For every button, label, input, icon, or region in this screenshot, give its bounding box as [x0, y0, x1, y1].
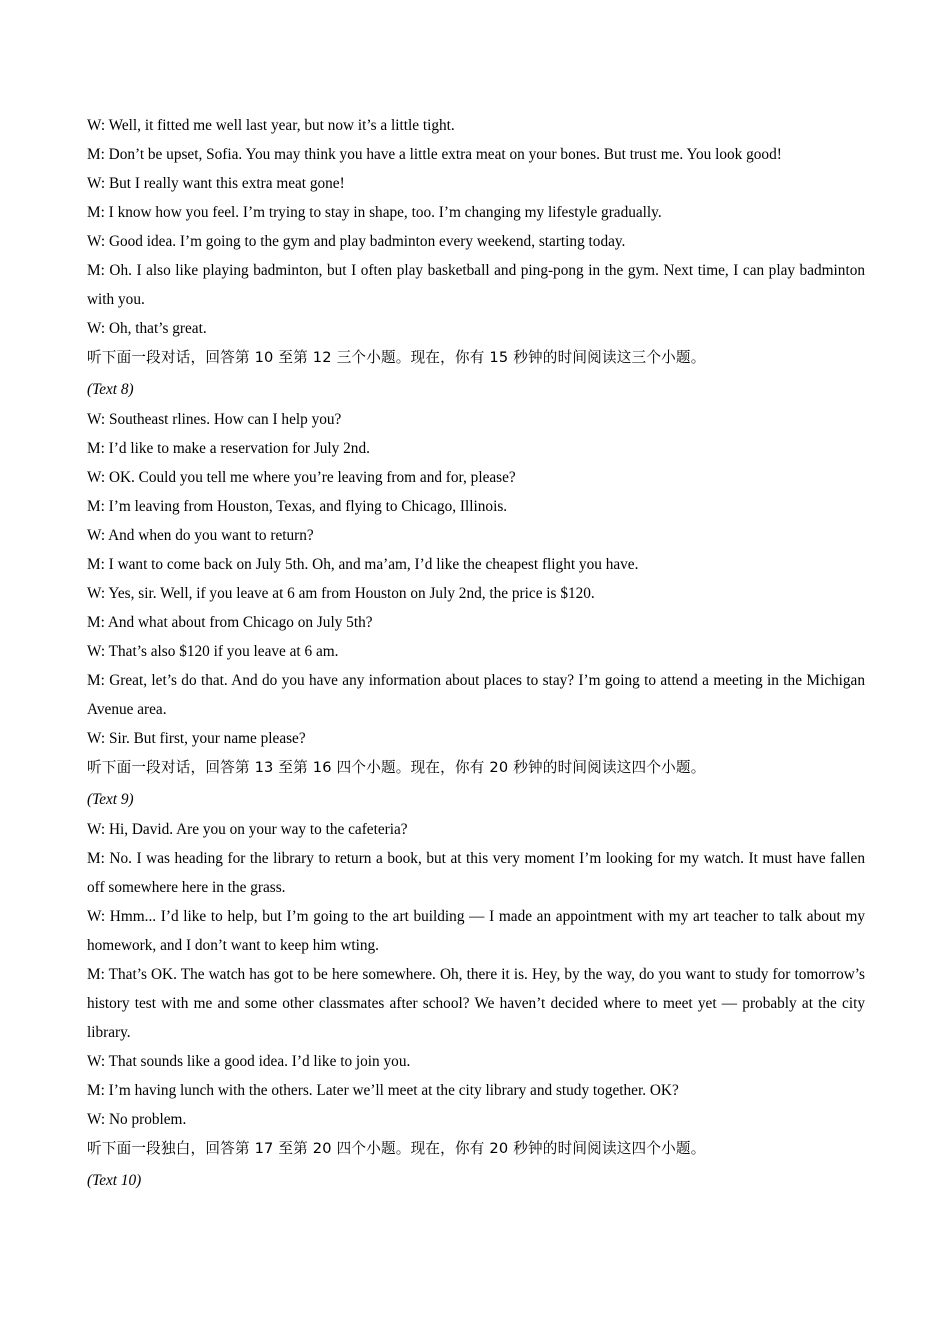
dialogue-line: W: Oh, that’s great. [87, 320, 207, 337]
instruction-line: 听下面一段对话，回答第 10 至第 12 三个小题。现在，你有 15 秒钟的时间阅读这三个小题。 [87, 349, 706, 366]
dialogue-line: M: No. I was heading for the library to return a book, but at this very moment I’m looking for my watch. It must have fallen off somewhere here in the grass. [87, 850, 865, 896]
dialogue-line: M: Great, let’s do that. And do you have any information about places to stay? I’m going to attend a meeting in the Michigan Avenue area. [87, 672, 865, 718]
instruction-line: 听下面一段独白，回答第 17 至第 20 四个小题。现在，你有 20 秒钟的时间阅读这四个小题。 [87, 1140, 706, 1157]
dialogue-line: W: OK. Could you tell me where you’re leaving from and for, please? [87, 469, 516, 486]
dialogue-line: M: I want to come back on July 5th. Oh, and ma’am, I’d like the cheapest flight you have. [87, 556, 639, 573]
dialogue-line: W: No problem. [87, 1111, 187, 1128]
dialogue-line: W: But I really want this extra meat gone! [87, 175, 345, 192]
dialogue-line: W: That’s also $120 if you leave at 6 am. [87, 643, 339, 660]
dialogue-line: M: I know how you feel. I’m trying to stay in shape, too. I’m changing my lifestyle gradually. [87, 204, 662, 221]
dialogue-line: W: Good idea. I’m going to the gym and play badminton every weekend, starting today. [87, 233, 626, 250]
dialogue-line: M: And what about from Chicago on July 5th? [87, 614, 373, 631]
dialogue-line: W: Hmm... I’d like to help, but I’m going to the art building — I made an appointment with my art teacher to talk about my homework, and I don’t want to keep him wting. [87, 908, 865, 954]
dialogue-line: W: Sir. But first, your name please? [87, 730, 306, 747]
dialogue-line: W: Well, it fitted me well last year, but now it’s a little tight. [87, 117, 455, 134]
dialogue-line: M: I’d like to make a reservation for July 2nd. [87, 440, 370, 457]
transcript-page [87, 111, 865, 1196]
dialogue-line: M: Don’t be upset, Sofia. You may think you have a little extra meat on your bones. But trust me. You look good! [87, 146, 782, 163]
dialogue-line: W: And when do you want to return? [87, 527, 314, 544]
dialogue-line: W: That sounds like a good idea. I’d like to join you. [87, 1053, 411, 1070]
dialogue-line: M: I’m having lunch with the others. Later we’ll meet at the city library and study together. OK? [87, 1082, 679, 1099]
dialogue-line: M: I’m leaving from Houston, Texas, and flying to Chicago, Illinois. [87, 498, 508, 515]
section-heading: (Text 9) [87, 791, 134, 808]
dialogue-line: M: Oh. I also like playing badminton, but I often play basketball and ping-pong in the gym. Next time, I can play badminton with you. [87, 262, 865, 308]
section-heading: (Text 10) [87, 1172, 142, 1189]
dialogue-line: W: Hi, David. Are you on your way to the cafeteria? [87, 821, 408, 838]
dialogue-line: W: Southeast rlines. How can I help you? [87, 411, 342, 428]
dialogue-line: W: Yes, sir. Well, if you leave at 6 am from Houston on July 2nd, the price is $120. [87, 585, 595, 602]
section-heading: (Text 8) [87, 381, 134, 398]
instruction-line: 听下面一段对话，回答第 13 至第 16 四个小题。现在，你有 20 秒钟的时间阅读这四个小题。 [87, 759, 706, 776]
dialogue-line: M: That’s OK. The watch has got to be here somewhere. Oh, there it is. Hey, by the way, do you want to study for tomorrow’s history test with me and some other classmates after school? We haven’t decided where to meet yet — probably at the city library. [87, 966, 865, 1041]
